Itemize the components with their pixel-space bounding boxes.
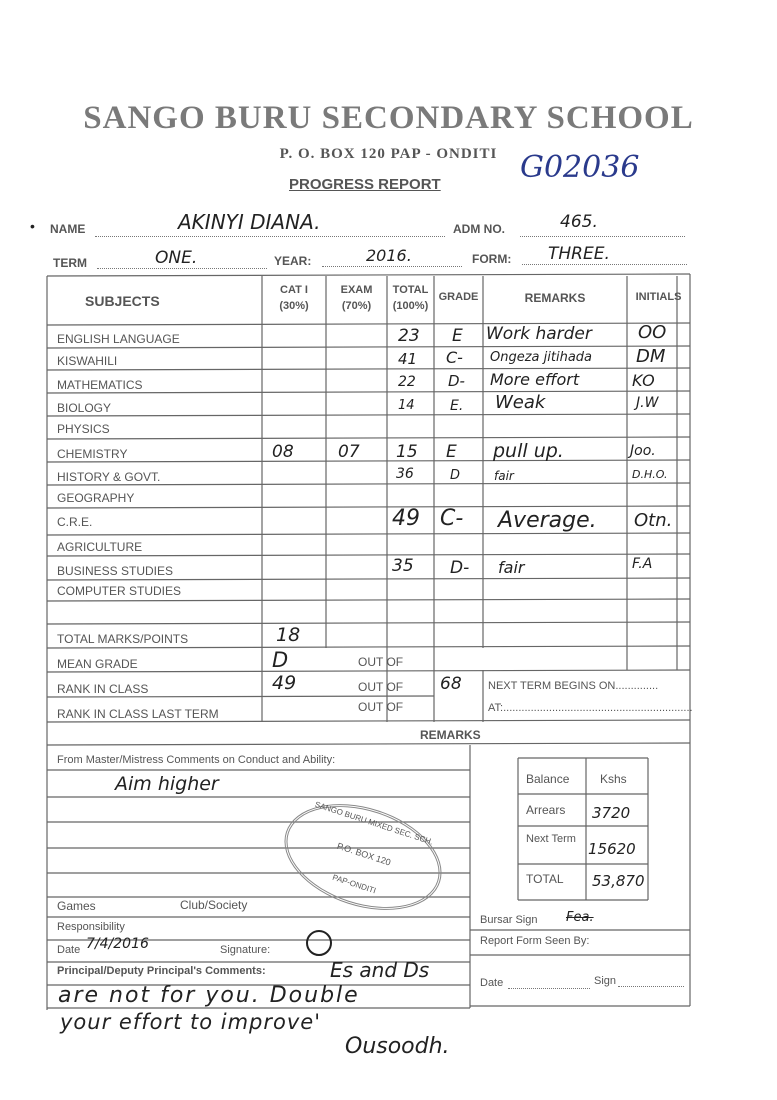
total-marks-label: TOTAL MARKS/POINTS [57,632,189,646]
table-row-initials: Joo. [630,443,656,459]
table-row-subject: CHEMISTRY [57,447,128,461]
table-row-grade: E [446,442,457,462]
table-row-remark: Weak [495,392,546,413]
table-row-subject: KISWAHILI [57,354,118,368]
next-term-fee-value: 15620 [588,840,636,858]
table-row-subject: HISTORY & GOVT. [57,470,161,484]
table-row-initials: F.A [632,556,653,572]
table-row-initials: DM [636,346,666,367]
term-value: ONE. [155,248,198,268]
mean-grade-label: MEAN GRADE [57,657,138,671]
master-comments-label: From Master/Mistress Comments on Conduct and Ability: [57,754,336,766]
table-row-total: 41 [398,350,418,368]
date-sign-label: Date [480,977,504,989]
rank-total: 68 [440,674,462,694]
header-exam-pct: (70%) [341,300,372,312]
table-row-remark: More effort [490,370,580,389]
table-row-total: 35 [392,556,414,576]
header-initials: INITIALS [635,291,682,303]
table-row-remark: Ongeza jitihada [490,350,593,365]
table-row-grade: C- [440,506,464,531]
table-row-grade: E. [450,398,464,414]
kshs-label: Kshs [600,772,627,786]
table-row-subject: BUSINESS STUDIES [57,564,174,578]
table-row-initials: OO [638,322,667,343]
table-row-remark: Work harder [486,324,592,344]
table-row-subject: COMPUTER STUDIES [57,584,182,598]
form-value: THREE. [548,244,610,264]
stamp-text-mid: P.O. BOX 120 [335,840,393,868]
signature-mark [306,930,332,956]
arrears-label: Arrears [526,803,566,817]
principal-comments-label: Principal/Deputy Principal's Comments: [57,965,266,977]
games-label: Games [57,899,96,913]
next-term-label: NEXT TERM BEGINS ON.............. [488,680,659,692]
header-total: TOTAL [392,284,429,296]
stamp-text-top: SANGO BURU MIXED SEC. SCH. [313,799,435,847]
year-value: 2016. [366,246,412,265]
bullet-mark: • [30,218,35,234]
rank-value: 49 [272,672,297,694]
table-row-remark: fair [498,558,525,577]
student-name: AKINYI DIANA. [178,210,321,234]
table-row-initials: KO [632,371,655,390]
table-row-subject: PHYSICS [57,422,110,436]
table-row-subject: C.R.E. [57,515,93,529]
bursar-signature: Fea. [566,910,594,925]
table-row-subject: AGRICULTURE [57,540,143,554]
header-grade: GRADE [438,291,479,303]
table-row-subject: GEOGRAPHY [57,491,135,505]
adm-number: 465. [560,212,598,232]
balance-total-label: TOTAL [526,872,564,886]
next-term-fee-label: Next Term [526,833,576,845]
header-cat-pct: (30%) [279,300,309,312]
form-label: FORM: [472,252,512,266]
table-row-total: 49 [392,506,420,531]
date-label: Date [57,944,81,956]
reference-number: G02036 [520,150,640,185]
header-total-pct: (100%) [392,300,429,312]
table-row-subject: MATHEMATICS [57,378,143,392]
school-address: P. O. BOX 120 PAP - ONDITI [279,146,498,162]
principal-comment-1: Es and Ds [330,958,430,982]
header-remarks: REMARKS [524,291,586,305]
mean-outof-label: OUT OF [358,655,404,669]
term-label: TERM [53,256,87,270]
responsibility-label: Responsibility [57,921,125,933]
balance-label: Balance [526,772,570,786]
table-row-total: 14 [398,398,415,413]
report-title: PROGRESS REPORT [289,176,441,193]
table-row-remark: pull up. [493,440,564,462]
rank-last-term-label: RANK IN CLASS LAST TERM [57,707,219,721]
last-outof-label: OUT OF [358,700,404,714]
table-row-total: 23 [398,326,420,346]
table-row-total: 36 [396,466,414,482]
bursar-sign-label: Bursar Sign [480,914,538,926]
principal-signature: Ousoodh. [345,1034,450,1059]
report-seen-label: Report Form Seen By: [480,935,590,947]
table-row-grade: D- [450,558,470,578]
school-name: SANGO BURU SECONDARY SCHOOL [83,100,694,136]
principal-comment-3: your effort to improve' [60,1010,321,1034]
table-row-exam: 07 [338,442,360,462]
table-row-grade: D [450,468,461,483]
table-row-remark: fair [494,469,514,483]
signature-label: Signature: [220,944,271,956]
date-value: 7/4/2016 [86,936,149,952]
table-row-initials: D.H.O. [632,468,668,481]
year-label: YEAR: [274,254,312,268]
name-label: NAME [50,222,86,236]
header-cat: CAT I [280,284,308,296]
table-row-subject: ENGLISH LANGUAGE [57,332,180,346]
balance-total-value: 53,870 [592,872,645,890]
adm-label: ADM NO. [453,222,505,236]
sign-line [618,986,684,987]
table-row-cat: 08 [272,442,294,462]
table-row-subject: BIOLOGY [57,401,112,415]
table-row-grade: C- [446,348,463,367]
table-row-initials: Otn. [634,510,673,531]
table-row-remark: Average. [498,508,597,533]
sign-label: Sign [594,975,617,987]
club-label: Club/Society [180,898,248,912]
mean-grade-value: D [272,648,289,672]
table-row-total: 22 [398,374,416,390]
rank-label: RANK IN CLASS [57,682,149,696]
header-subjects: SUBJECTS [85,293,160,309]
principal-comment-2: are not for you. Double [58,983,360,1008]
table-row-initials: J.W [636,395,659,411]
next-term-at-label: AT:.............................................................. [488,702,693,714]
table-row-grade: E [452,326,463,346]
table-row-total: 15 [396,442,418,462]
remarks-section-title: REMARKS [420,728,481,742]
total-marks-value: 18 [276,624,301,646]
arrears-value: 3720 [592,804,631,822]
date-line [508,988,590,989]
header-exam: EXAM [340,284,373,296]
master-comment: Aim higher [115,773,219,795]
table-row-grade: D- [448,372,465,390]
rank-outof-label: OUT OF [358,680,404,694]
stamp-text-bottom: PAP-ONDITI [331,872,378,896]
